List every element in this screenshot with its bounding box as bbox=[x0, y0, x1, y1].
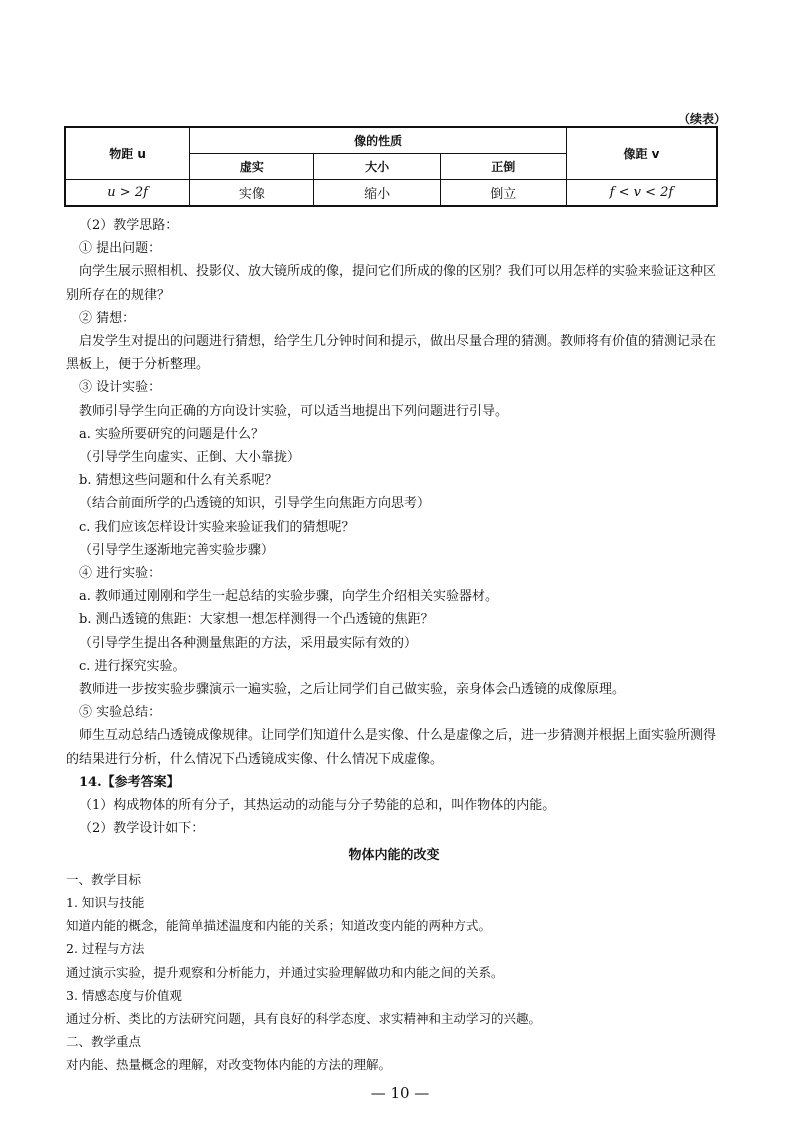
continued-label: （续表） bbox=[677, 112, 726, 126]
plan-line: 知道内能的概念，能简单描述温度和内能的关系；知道改变内能的两种方式。 bbox=[66, 918, 492, 934]
answer-line: （2）教学设计如下： bbox=[79, 821, 205, 837]
plan-line: 对内能、热量概念的理解，对改变物体内能的方法的理解。 bbox=[66, 1057, 392, 1073]
plan-line: 通过演示实验，提升观察和分析能力，并通过实验理解做功和内能之间的关系。 bbox=[66, 964, 504, 980]
plan-line: 二、教学重点 bbox=[66, 1034, 142, 1050]
header-real-virtual: 虚实 bbox=[190, 154, 314, 180]
header-size: 大小 bbox=[314, 154, 440, 180]
header-image-properties: 像的性质 bbox=[190, 127, 567, 154]
text-line: a. 教师通过刚刚和学生一起总结的实验步骤，向学生介绍相关实验器材。 bbox=[79, 589, 499, 605]
text-line: c. 我们应该怎样设计实验来验证我们的猜想呢？ bbox=[79, 519, 355, 535]
text-line: ④ 进行实验： bbox=[79, 566, 162, 582]
text-line: ③ 设计实验： bbox=[79, 380, 162, 396]
cell-real-virtual: 实像 bbox=[190, 180, 314, 207]
text-line: 向学生展示照相机、投影仪、放大镜所成的像，提问它们所成的像的区别？我们可以用怎样的实验来验证这种区别所存在的规律？ bbox=[66, 264, 717, 303]
text-line: （引导学生提出各种测量焦距的方法，采用最实际有效的） bbox=[79, 635, 418, 651]
text-line: ⑤ 实验总结： bbox=[79, 705, 162, 721]
plan-line: 通过分析、类比的方法研究问题，具有良好的科学态度、求实精神和主动学习的兴趣。 bbox=[66, 1010, 542, 1026]
page-number: — 10 — bbox=[370, 1084, 430, 1102]
text-line: （引导学生向虚实、正倒、大小靠拢） bbox=[79, 450, 301, 466]
main-text bbox=[66, 214, 722, 1077]
text-line: 启发学生对提出的问题进行猜想，给学生几分钟时间和提示，做出尽量合理的猜测。教师将有价值的猜测记录在黑板上，便于分析整理。 bbox=[66, 334, 717, 373]
text-line: 教师引导学生向正确的方向设计实验，可以适当地提出下列问题进行引导。 bbox=[79, 403, 509, 419]
header-object-distance: 物距 u bbox=[65, 127, 190, 180]
lens-imaging-table bbox=[64, 126, 718, 207]
cell-orientation: 倒立 bbox=[440, 180, 566, 207]
text-line: （2）教学思路： bbox=[79, 218, 179, 233]
plan-title: 物体内能的改变 bbox=[348, 848, 440, 864]
text-line: 教师进一步按实验步骤演示一遍实验，之后让同学们自己做实验，亲身体会凸透镜的成像原理。 bbox=[79, 682, 626, 698]
text-line: ② 猜想： bbox=[79, 310, 136, 326]
cell-u: u > 2f bbox=[65, 180, 190, 207]
text-line: ① 提出问题： bbox=[79, 241, 162, 257]
text-line: b. 测凸透镜的焦距：大家想一想怎样测得一个凸透镜的焦距？ bbox=[79, 612, 434, 628]
text-line: c. 进行探究实验。 bbox=[79, 658, 186, 674]
header-image-distance: 像距 v bbox=[566, 127, 717, 180]
cell-size: 缩小 bbox=[314, 180, 440, 207]
text-line: a. 实验所要研究的问题是什么？ bbox=[79, 426, 265, 442]
plan-line: 1. 知识与技能 bbox=[66, 894, 145, 910]
plan-line: 3. 情感态度与价值观 bbox=[66, 987, 182, 1003]
cell-v: f < v < 2f bbox=[566, 180, 717, 207]
text-line: 师生互动总结凸透镜成像规律。让同学们知道什么是实像、什么是虚像之后，进一步猜测并根据上面实验所测得的结果进行分析，什么情况下凸透镜成实像、什么情况下成虚像。 bbox=[66, 728, 717, 767]
answer-line: （1）构成物体的所有分子，其热运动的动能与分子势能的总和，叫作物体的内能。 bbox=[79, 798, 556, 814]
plan-line: 2. 过程与方法 bbox=[66, 941, 145, 957]
header-orientation: 正倒 bbox=[440, 154, 566, 180]
text-line: （引导学生逐渐地完善实验步骤） bbox=[79, 542, 275, 558]
text-line: b. 猜想这些问题和什么有关系呢？ bbox=[79, 473, 278, 489]
plan-line: 一、教学目标 bbox=[66, 871, 142, 887]
answer-heading: 14.【参考答案】 bbox=[79, 774, 180, 790]
text-line: （结合前面所学的凸透镜的知识，引导学生向焦距方向思考） bbox=[79, 496, 431, 512]
